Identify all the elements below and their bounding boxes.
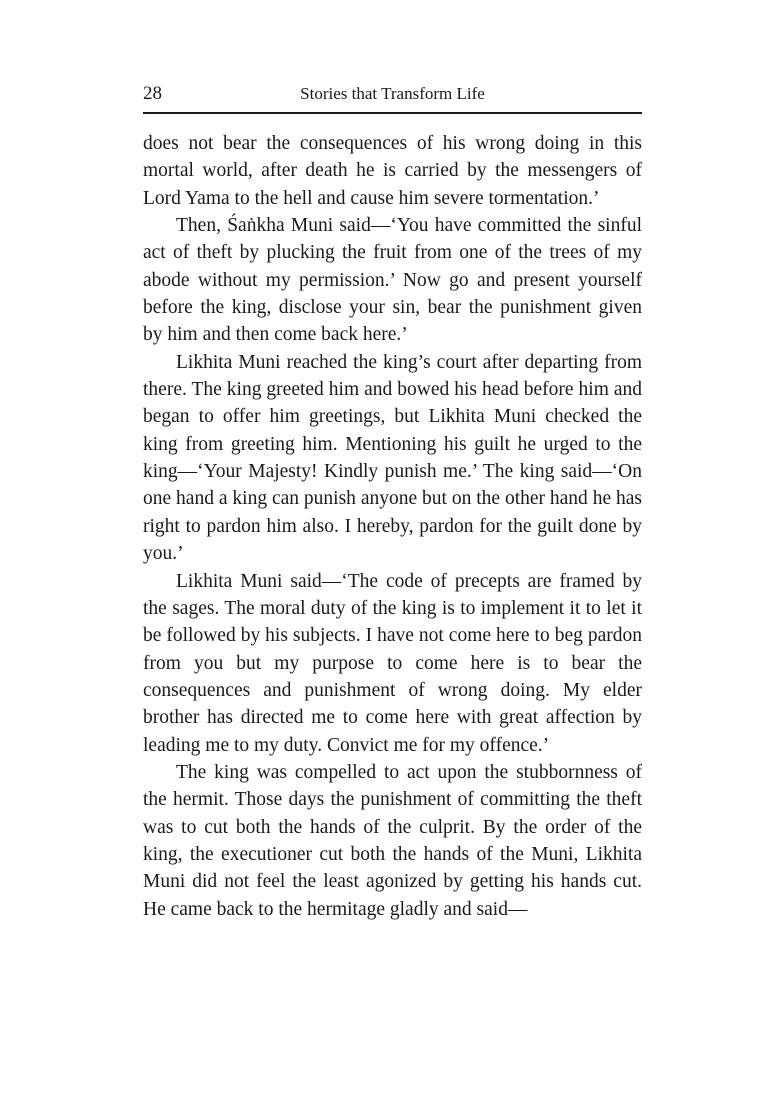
paragraph: The king was compelled to act upon the stubbornness of the hermit. Those days the punishment of committing the theft was to cut both the hands of the culprit. By the order of the king, the executioner cut both the hands of the Muni, Likhita Muni did not feel the least agonized by getting his hands cut. He came back to the hermitage gladly and said— (143, 761, 642, 920)
book-title: Stories that Transform Life (300, 84, 485, 103)
body-text (143, 130, 642, 923)
header-rule (143, 112, 642, 114)
paragraph: Likhita Muni reached the king’s court after departing from there. The king greeted him and bowed his head before him and began to offer him greetings, but Likhita Muni checked the king from greeting him. Mentioning his guilt he urged to the king—‘Your Majesty! Kindly punish me.’ The king said—‘On one hand a king can punish anyone but on the other hand he has right to pardon him also. I hereby, pardon for the guilt done by you.’ (143, 351, 642, 565)
page-number: 28 (143, 83, 162, 104)
paragraph: Then, Śaṅkha Muni said—‘You have committed the sinful act of theft by plucking the fruit from one of the trees of my abode without my permission.’ Now go and present yourself before the king, disclose your sin, bear the punishment given by him and then come back here.’ (143, 215, 642, 346)
paragraph: does not bear the consequences of his wrong doing in this mortal world, after death he is carried by the messengers of Lord Yama to the hell and cause him severe tormentation.’ (143, 133, 642, 209)
paragraph: Likhita Muni said—‘The code of precepts are framed by the sages. The moral duty of the king is to implement it to let it be followed by his subjects. I have not come here to beg pardon from you but my purpose to come here is to bear the consequences and punishment of wrong doing. My elder brother has directed me to come here with great affection by leading me to my duty. Convict me for my offence.’ (143, 570, 642, 756)
running-head (143, 78, 642, 112)
